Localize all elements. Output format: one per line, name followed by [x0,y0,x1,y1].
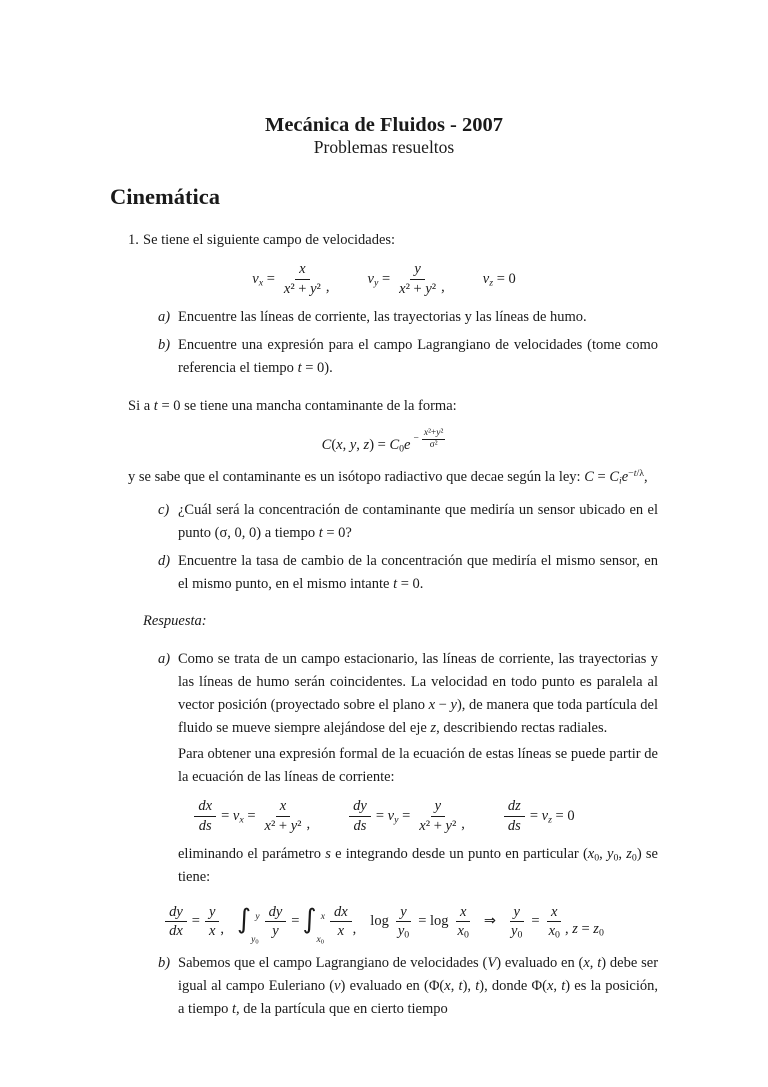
subitem-a-label: a) [158,309,171,326]
fraction [422,428,446,451]
math-segment: , $z = z_0$ [564,921,604,939]
fraction-denominator: ds [198,817,212,834]
subitem-b-body [178,334,658,380]
subitem-a-text: Encuentre las líneas de corriente, las trayectorias y las líneas de humo. [178,309,587,326]
answer-item-b-body [178,952,658,1021]
fraction-numerator: x²+y² [423,428,444,439]
fraction [205,904,219,940]
math-segment: = $v_x$ = [221,807,256,825]
integral-limits [251,905,260,946]
fraction-denominator: ds [507,817,521,834]
fraction-numerator: x [295,261,309,280]
fraction-numerator: y [431,798,445,817]
math-operator: log [370,913,389,930]
integral-lower-limit: $y_0$ [251,934,259,946]
answer-item-b-label: b) [158,955,171,972]
math-segment: = [531,913,540,930]
math-comma: , [461,815,465,832]
fraction-denominator: x [337,923,345,940]
fraction [507,904,526,940]
fraction-denominator: x [208,923,216,940]
integral [302,904,326,946]
fraction-numerator: dy [265,904,287,923]
fraction-denominator: dx [169,923,183,940]
equation-contaminant [110,428,658,457]
subitem-c [158,499,658,545]
math-segment: = log [418,913,449,930]
fraction [330,904,352,940]
fraction-numerator: x [276,798,290,817]
exponent-minus: − [413,434,419,445]
fraction-numerator: y [510,904,524,923]
paragraph-stain-intro: Si a t = 0 se tiene una mancha contaminante de la forma: [128,398,457,415]
subitem-c-label: c) [158,502,170,519]
fraction [261,798,306,834]
title-block [110,114,658,158]
math-segment: = $v_z = 0$ [529,807,575,825]
subitem-b-label: b) [158,337,171,354]
fraction [454,904,473,940]
math-segment: $v_y$ = [367,270,391,289]
subitem-d-label: d) [158,553,171,570]
answer-item-a-label: a) [158,650,171,667]
fraction-denominator: $x_0$ [548,923,560,941]
equation-streamlines [110,798,658,834]
fraction-denominator: σ² [429,440,438,451]
document-subtitle: Problemas resueltos [313,137,455,157]
fraction [545,904,564,940]
answer-item-b [158,952,658,1021]
math-comma: , [441,278,445,295]
fraction [394,904,413,940]
subitem-b-text: Encuentre una expresión para el campo Lagrangiano de velocidades (tome como referencia el tiempo t = 0). [178,337,658,377]
fraction-numerator: y [410,261,424,280]
exponent-block [413,428,448,451]
fraction [280,261,325,297]
paragraph-decay-law: y se sabe que el contaminante es un isótopo radiactivo que decae según la ley: $C = C_ie^{-t/\lambda}$, [128,468,648,487]
math-comma: , [306,815,311,832]
problem-1-number: 1. [128,232,139,248]
fraction [504,798,525,834]
fraction [349,798,371,834]
math-segment: $v_z = 0$ [482,270,516,289]
integral-upper-limit: x [320,911,325,922]
answer-b-paragraph: Sabemos que el campo Lagrangiano de velocidades (V) evaluado en (x, t) debe ser igual al campo Euleriano (v) evaluado en (Φ(x, t), t), donde Φ(x, t) es la posición, a tiempo t, de la partícula que en cierto tiempo [178,955,659,1018]
fraction-numerator: y [396,904,410,923]
problem-1 [128,229,658,252]
implies-arrow: ⇒ [483,913,497,930]
fraction-denominator: ds [353,817,367,834]
fraction [415,798,460,834]
fraction-numerator: dy [349,798,371,817]
fraction-denominator: x² + y² [399,280,437,297]
answer-item-a [158,648,658,789]
fraction-denominator: x² + y² [419,817,457,834]
fraction-denominator: y [272,923,279,940]
answer-item-a-body [178,648,658,789]
math-segment: = $v_y$ = [375,807,411,825]
fraction-denominator: $y_0$ [397,923,410,941]
subitem-c-text: ¿Cuál será la concentración de contaminante que mediría un sensor ubicado en el punto (σ, 0, 0) a tiempo t = 0? [178,502,658,542]
math-comma: , [352,921,357,938]
fraction-denominator: $y_0$ [511,923,523,941]
integral-upper-limit: y [255,911,260,922]
math-segment: C(x, y, $z) = C_0e$ [321,437,411,455]
subitem-c-body [178,499,658,545]
problem-1-intro: Se tiene el siguiente campo de velocidades: [143,232,396,248]
fraction-numerator: y [205,904,219,923]
subitem-d-body [178,550,658,596]
fraction-numerator: dx [194,798,216,817]
document-title: Mecánica de Fluidos - 2007 [264,114,503,136]
answer-a-paragraph-1: Como se trata de un campo estacionario, las líneas de corriente, las trayectorias y las líneas de humo serán coincidentes. La velocidad en todo punto es paralela al vector posición (proyectado sobre el plano x − y), de manera que toda partícula del fluido se mueve siempre alejándose del eje z, describiendo rectas radiales. [178,650,658,736]
integral-lower-limit: $x_0$ [316,934,324,946]
math-comma: , [220,921,225,938]
integral-sign: ∫ [302,904,317,936]
math-comma: , [325,278,330,295]
equation-integration [110,903,658,946]
fraction [194,798,216,834]
fraction [395,261,440,297]
fraction-numerator: dx [330,904,352,923]
math-segment: = [291,913,300,930]
integral [237,904,261,946]
equation-velocity-field [110,261,658,297]
fraction-numerator: x [456,904,470,923]
subitem-a [158,306,658,329]
fraction-denominator: x² + y² [264,817,302,834]
fraction [165,904,187,940]
math-segment: = [191,913,200,930]
answer-heading: Respuesta: [143,613,207,630]
integral-sign: ∫ [237,904,252,936]
fraction-numerator: dz [504,798,525,817]
subitem-b [158,334,658,380]
fraction-numerator: dy [165,904,187,923]
fraction-denominator: x² + y² [283,280,321,297]
subitem-d [158,550,658,596]
subitem-a-body [178,306,658,329]
subitem-d-text: Encuentre la tasa de cambio de la concentración que mediría el mismo sensor, en el mismo punto, en el mismo intante t = 0. [178,553,658,593]
fraction [265,904,287,940]
answer-a-paragraph-3: eliminando el parámetro s e integrando desde un punto en particular ($x_0$, $y_0$, $z_0$) se tiene: [178,846,658,886]
answer-a-paragraph-2: Para obtener una expresión formal de la ecuación de estas líneas se puede partir de la ecuación de las líneas de corriente: [178,745,658,785]
page-content [0,114,768,1021]
integral-limits [316,905,325,946]
fraction-denominator: $x_0$ [457,923,469,941]
math-segment: $v_x$ = [252,270,275,289]
fraction-numerator: x [547,904,561,923]
section-heading: Cinemática [110,184,220,209]
